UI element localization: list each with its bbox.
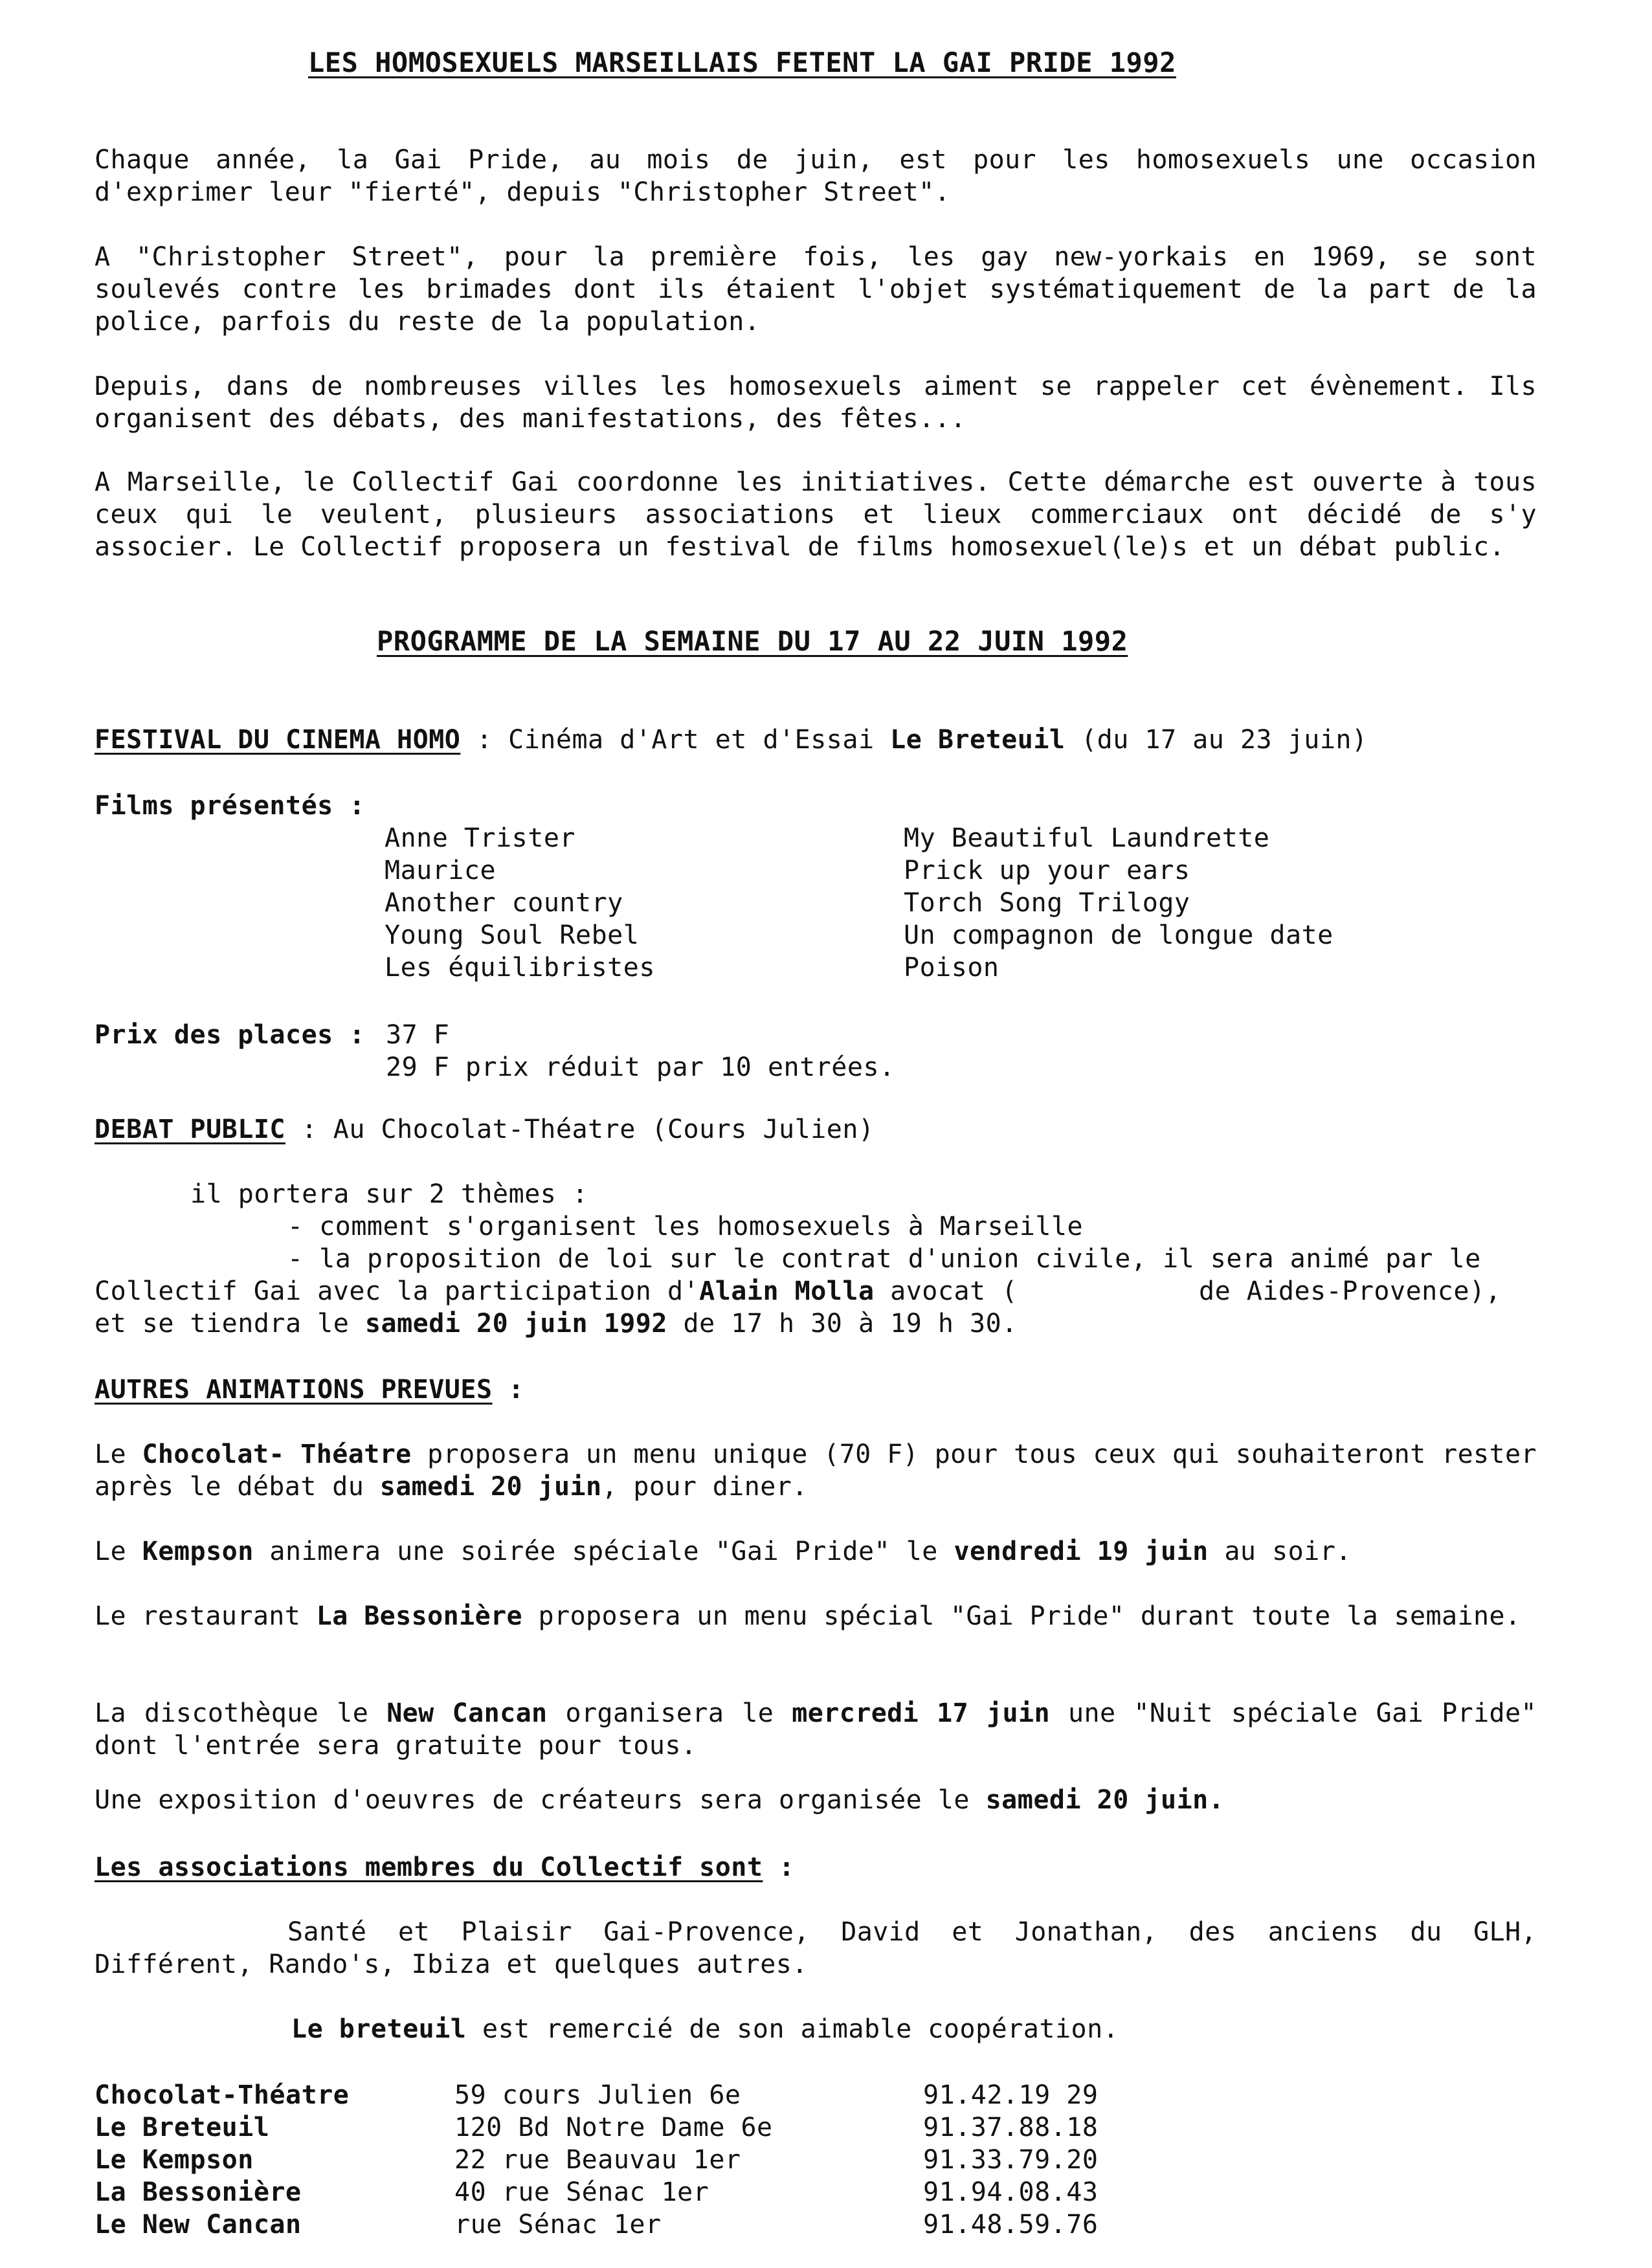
autres-paragraph-3: [95, 1600, 1537, 1632]
film-right-1: My Beautiful Laundrette: [904, 823, 1270, 853]
debat-sep: :: [285, 1115, 333, 1144]
debat-line-3a: Collectif Gai avec la participation d': [95, 1276, 700, 1306]
intro-paragraph-4: A Marseille, le Collectif Gai coordonne les initiatives. Cette démarche est ouverte à tous ceux qui le veulent, plusieurs associations et lieux commerciaux ont décidé de s'y associer. Le Collectif proposera un festival de films homosexuel(le)s et un débat public.: [95, 467, 1537, 562]
autres-p5-a: Une exposition d'oeuvres de créateurs sera organisée le: [95, 1785, 986, 1815]
associations-sep: :: [763, 1852, 795, 1882]
autres-p1-date: samedi 20 juin: [379, 1472, 602, 1502]
associations-list: [95, 1916, 1537, 1981]
debat-line-3b: avocat (: [874, 1276, 1018, 1306]
autres-p2-date: vendredi 19 juin: [954, 1537, 1209, 1566]
debat-line-3c: de Aides-Provence),: [1199, 1276, 1502, 1306]
film-right-5: Poison: [904, 953, 999, 983]
debat-heading: DEBAT PUBLIC: [95, 1115, 285, 1144]
festival-heading: FESTIVAL DU CINEMA HOMO: [95, 725, 461, 755]
films-label: Films présentés :: [95, 791, 365, 821]
debat-line-4b: de 17 h 30 à 19 h 30.: [667, 1309, 1018, 1339]
film-left-5: Les équilibristes: [385, 953, 655, 983]
autres-heading: AUTRES ANIMATIONS PREVUES: [95, 1375, 493, 1405]
autres-p5-date: samedi 20 juin: [985, 1785, 1209, 1815]
debat-line-4a: et se tiendra le: [95, 1309, 365, 1339]
debat-themes-intro: il portera sur 2 thèmes :: [190, 1179, 588, 1209]
contact-name: Chocolat-Théatre: [95, 2080, 350, 2110]
prices-label: Prix des places :: [95, 1020, 365, 1050]
festival-text-2: (du 17 au 23 juin): [1065, 725, 1368, 755]
debat-venue-text: Au Chocolat-Théatre (Cours Julien): [333, 1115, 875, 1144]
debat-line: [95, 1113, 875, 1146]
film-right-4: Un compagnon de longue date: [904, 920, 1334, 950]
contact-address: 40 rue Sénac 1er: [454, 2177, 709, 2207]
autres-p1-b: proposera un menu unique (70 F) pour tous ceux qui souhaiteront: [411, 1440, 1426, 1469]
debat-theme-1: - comment s'organisent les homosexuels à Marseille: [287, 1212, 1084, 1241]
venue-kempson: Kempson: [142, 1537, 254, 1566]
debat-date: samedi 20 juin 1992: [364, 1309, 667, 1339]
contact-address: 120 Bd Notre Dame 6e: [454, 2113, 773, 2142]
autres-p3-b: proposera un menu spécial "Gai Pride" durant toute la semaine.: [522, 1601, 1521, 1631]
contact-phone: 91.42.19 29: [923, 2080, 1099, 2110]
film-left-2: Maurice: [385, 856, 497, 885]
festival-venue: Le Breteuil: [890, 725, 1066, 755]
thanks-text: est remercié de son aimable coopération.: [466, 2014, 1119, 2044]
autres-p1-c: rester après le débat du: [95, 1440, 1537, 1502]
festival-sep: :: [460, 725, 509, 755]
contact-name: Le Breteuil: [95, 2113, 270, 2142]
speaker-name: Alain Molla: [699, 1276, 875, 1306]
film-right-2: Prick up your ears: [904, 856, 1190, 885]
thanks-line: [291, 2013, 1119, 2045]
autres-p2-c: au soir.: [1208, 1537, 1352, 1566]
autres-p1-a: Le: [95, 1440, 142, 1469]
thanks-venue: Le breteuil: [291, 2014, 467, 2044]
associations-line-2: Différent, Rando's, Ibiza et quelques autres.: [95, 1950, 808, 1979]
associations-line: [95, 1851, 795, 1884]
contact-name: Le Kempson: [95, 2145, 254, 2175]
festival-text-1: Cinéma d'Art et d'Essai: [508, 725, 891, 755]
festival-line: [95, 724, 1368, 756]
venue-chocolat: Chocolat- Théatre: [142, 1440, 412, 1469]
associations-heading: Les associations membres du Collectif sont: [95, 1852, 763, 1882]
venue-bessoniere: La Bessonière: [316, 1601, 523, 1631]
autres-p4-date: mercredi 17 juin: [792, 1698, 1051, 1728]
autres-paragraph-2: [95, 1535, 1352, 1568]
film-left-1: Anne Trister: [385, 823, 575, 853]
document-title: LES HOMOSEXUELS MARSEILLAIS FETENT LA GAI PRIDE 1992: [308, 47, 1176, 78]
intro-paragraph-1: Chaque année, la Gai Pride, au mois de juin, est pour les homosexuels une occasion d'exprimer leur "fierté", depuis "Christopher Street".: [95, 145, 1537, 207]
programme-title: PROGRAMME DE LA SEMAINE DU 17 AU 22 JUIN 1992: [377, 625, 1128, 657]
contact-name: Le New Cancan: [95, 2210, 302, 2240]
autres-paragraph-1: [95, 1438, 1537, 1503]
film-left-4: Young Soul Rebel: [385, 920, 640, 950]
contact-name: La Bessonière: [95, 2177, 302, 2207]
autres-sep: :: [492, 1375, 524, 1405]
autres-p1-d: , pour diner.: [601, 1472, 808, 1502]
autres-p4-b: organisera le: [547, 1698, 792, 1728]
contact-phone: 91.48.59.76: [923, 2210, 1099, 2240]
debat-line-4: [95, 1307, 1018, 1340]
autres-p2-a: Le: [95, 1537, 142, 1566]
price-reduced: 29 F prix réduit par 10 entrées.: [386, 1052, 895, 1082]
intro-paragraph-2: A "Christopher Street", pour la première fois, les gay new-yorkais en 1969, se sont soulevés contre les brimades dont ils étaient l'objet systématiquement de la part de la police, parfois du reste de la population.: [95, 242, 1537, 337]
intro-paragraph-3: Depuis, dans de nombreuses villes les homosexuels aiment se rappeler cet évènement. Ils organisent des débats, des manifestations, des fêtes...: [95, 372, 1537, 434]
film-right-3: Torch Song Trilogy: [904, 888, 1190, 918]
associations-line-1: Santé et Plaisir Gai-Provence, David et Jonathan, des anciens du GLH,: [287, 1917, 1537, 1947]
contact-phone: 91.37.88.18: [923, 2113, 1099, 2142]
autres-p4-c: une "Nuit spéciale Gai Pride" dont l'entrée sera gratuite pour tous.: [95, 1698, 1537, 1761]
autres-p5-b: .: [1208, 1785, 1225, 1815]
venue-new-cancan: New Cancan: [386, 1698, 548, 1728]
film-left-3: Another country: [385, 888, 623, 918]
contact-phone: 91.94.08.43: [923, 2177, 1099, 2207]
contact-address: 59 cours Julien 6e: [454, 2080, 741, 2110]
price-full: 37 F: [386, 1020, 450, 1050]
autres-p3-a: Le restaurant: [95, 1601, 317, 1631]
autres-paragraph-5: [95, 1784, 1224, 1816]
debat-theme-2: - la proposition de loi sur le contrat d'union civile, il sera animé par le: [287, 1244, 1481, 1274]
autres-p2-b: animera une soirée spéciale "Gai Pride" le: [253, 1537, 954, 1566]
autres-paragraph-4: [95, 1697, 1537, 1762]
contact-phone: 91.33.79.20: [923, 2145, 1099, 2175]
autres-line: [95, 1373, 524, 1406]
autres-p4-a: La discothèque le: [95, 1698, 387, 1728]
debat-line-3: [95, 1275, 1018, 1307]
contact-address: rue Sénac 1er: [454, 2210, 662, 2240]
contact-address: 22 rue Beauvau 1er: [454, 2145, 741, 2175]
